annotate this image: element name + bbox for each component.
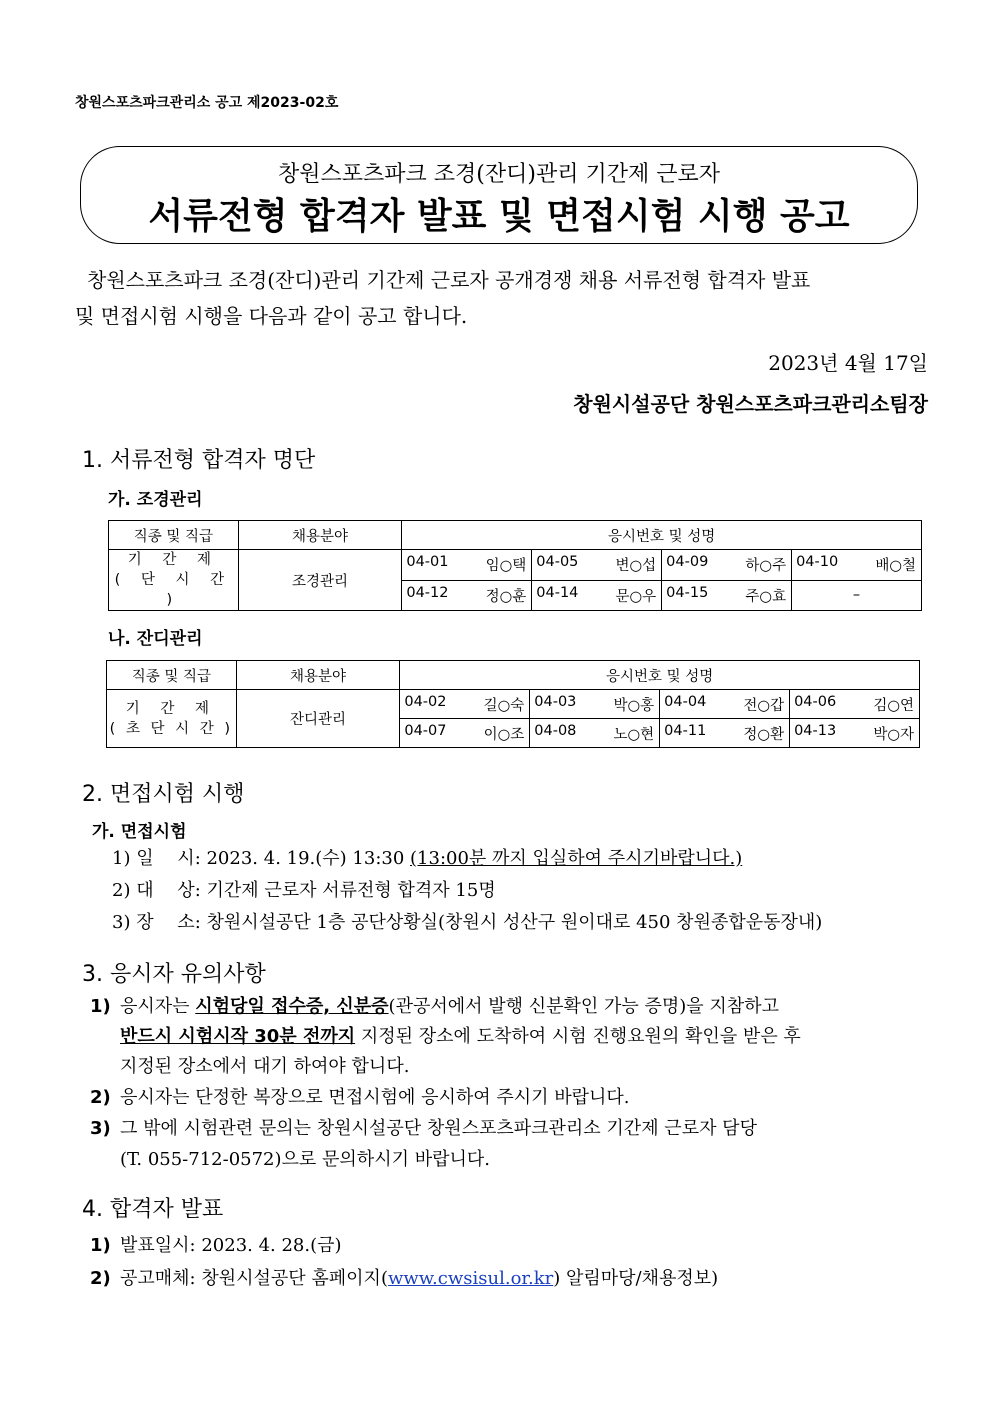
candidate-cell bbox=[662, 580, 792, 611]
note-line bbox=[120, 1145, 950, 1171]
header-rank: 직종 및 직급 bbox=[109, 521, 239, 550]
title-subtitle: 창원스포츠파크 조경(잔디)관리 기간제 근로자 bbox=[278, 162, 720, 187]
candidate-name: 전○갑 bbox=[743, 697, 785, 714]
issuer: 창원시설공단 창원스포츠파크관리소팀장 bbox=[573, 392, 928, 416]
exam-number: 04-08 bbox=[534, 722, 577, 739]
detail-row bbox=[112, 875, 822, 907]
note-line bbox=[90, 992, 920, 1018]
page-title: 서류전형 합격자 발표 및 면접시험 시행 공고 bbox=[148, 196, 850, 237]
exam-number: 04-03 bbox=[534, 693, 577, 710]
header-names: 응시번호 및 성명 bbox=[402, 521, 922, 550]
note-text: 지정된 장소에 도착하여 시험 진행요원의 확인을 받은 후 bbox=[355, 1026, 801, 1047]
announcement-date: 2023년 4월 17일 bbox=[768, 351, 928, 375]
detail-text: 2023. 4. 19.(수) 13:30 bbox=[206, 848, 411, 869]
candidate-cell bbox=[790, 719, 920, 748]
section-heading: 4. 합격자 발표 bbox=[82, 1197, 224, 1222]
section-heading: 1. 서류전형 합격자 명단 bbox=[82, 448, 316, 473]
detail-label: 1) 일 시: bbox=[112, 848, 207, 869]
detail-note: (13:00분 까지 입실하여 주시기바랍니다.) bbox=[410, 848, 743, 869]
roster-table-landscape bbox=[108, 520, 922, 611]
candidate-cell bbox=[660, 690, 790, 719]
homepage-link[interactable]: www.cwsisul.or.kr bbox=[387, 1268, 554, 1289]
candidate-cell bbox=[400, 690, 530, 719]
note-text: 응시자는 bbox=[120, 996, 196, 1017]
exam-number: 04-12 bbox=[406, 584, 449, 601]
note-text: 그 밖에 시험관련 문의는 창원시설공단 창원스포츠파크관리소 기간제 근로자 담당 bbox=[120, 1118, 757, 1139]
note-emphasis: 반드시 시험시작 30분 전까지 bbox=[120, 1026, 356, 1047]
exam-number: 04-13 bbox=[794, 722, 837, 739]
note-text: 공고매체: 창원시설공단 홈페이지( bbox=[120, 1268, 388, 1289]
interview-details bbox=[112, 843, 822, 939]
candidate-name: 변○섭 bbox=[615, 558, 657, 575]
intro-paragraph bbox=[75, 262, 923, 334]
note-text: (관공서에서 발행 신분확인 가능 증명)을 지참하고 bbox=[388, 996, 779, 1017]
candidate-name: 배○철 bbox=[875, 558, 916, 575]
candidate-cell bbox=[532, 580, 662, 611]
note-text: 지정된 장소에서 대기 하여야 합니다. bbox=[120, 1056, 410, 1077]
exam-number: 04-06 bbox=[794, 693, 837, 710]
exam-number: 04-09 bbox=[666, 554, 709, 571]
note-text: (T. 055-712-0572)으로 문의하시기 바랍니다. bbox=[120, 1149, 490, 1170]
candidate-cell bbox=[662, 550, 792, 581]
note-text: 응시자는 단정한 복장으로 면접시험에 응시하여 주시기 바랍니다. bbox=[120, 1087, 630, 1108]
candidate-name: 박○홍 bbox=[613, 697, 655, 714]
subsection-heading: 가. 면접시험 bbox=[92, 822, 187, 842]
candidate-name: 임○택 bbox=[485, 558, 527, 575]
candidate-cell bbox=[532, 550, 662, 581]
detail-row bbox=[112, 907, 822, 939]
detail-row bbox=[112, 843, 822, 875]
field-cell: 조경관리 bbox=[238, 550, 402, 611]
exam-number: 04-04 bbox=[664, 693, 707, 710]
candidate-cell bbox=[530, 690, 660, 719]
candidate-name: 노○현 bbox=[613, 726, 655, 743]
note-emphasis: 시험당일 접수증, 신분증 bbox=[195, 996, 389, 1017]
candidate-name: 정○환 bbox=[743, 726, 785, 743]
section-heading: 3. 응시자 유의사항 bbox=[82, 962, 266, 987]
item-number: 2) bbox=[90, 1268, 111, 1289]
item-number: 3) bbox=[90, 1118, 111, 1139]
header-rank: 직종 및 직급 bbox=[107, 661, 237, 690]
note-line bbox=[120, 1022, 920, 1048]
candidate-name: 길○숙 bbox=[483, 697, 525, 714]
candidate-cell bbox=[790, 690, 920, 719]
exam-number: 04-07 bbox=[404, 722, 447, 739]
roster-table-turf bbox=[106, 660, 920, 748]
candidate-name: 문○우 bbox=[615, 588, 657, 605]
candidate-cell bbox=[400, 719, 530, 748]
subsection-heading: 가. 조경관리 bbox=[108, 490, 203, 510]
rank-cell bbox=[109, 550, 239, 611]
candidate-name: 주○효 bbox=[745, 588, 787, 605]
rank-line: ( 단 시 간 ) bbox=[114, 572, 233, 608]
intro-line: 및 면접시험 시행을 다음과 같이 공고 합니다. bbox=[75, 304, 468, 328]
field-cell: 잔디관리 bbox=[236, 690, 400, 748]
note-line bbox=[90, 1264, 920, 1290]
exam-number: 04-11 bbox=[664, 722, 707, 739]
intro-line: 창원스포츠파크 조경(잔디)관리 기간제 근로자 공개경쟁 채용 서류전형 합격자 발표 bbox=[87, 268, 811, 292]
candidate-name: 김○연 bbox=[873, 697, 914, 714]
candidate-cell bbox=[792, 550, 922, 581]
header-field: 채용분야 bbox=[238, 521, 402, 550]
detail-text: 기간제 근로자 서류전형 합격자 15명 bbox=[206, 880, 496, 901]
title-box bbox=[80, 146, 918, 244]
detail-label: 3) 장 소: bbox=[112, 912, 207, 933]
empty-dash: – bbox=[852, 587, 861, 604]
detail-text: 창원시설공단 1층 공단상황실(창원시 성산구 원이대로 450 창원종합운동장내) bbox=[206, 912, 823, 933]
exam-number: 04-14 bbox=[536, 584, 579, 601]
item-number: 1) bbox=[90, 1235, 111, 1256]
candidate-cell bbox=[402, 580, 532, 611]
note-line bbox=[90, 1083, 920, 1109]
exam-number: 04-15 bbox=[666, 584, 709, 601]
document-number: 창원스포츠파크관리소 공고 제2023-02호 bbox=[75, 95, 339, 111]
candidate-cell bbox=[660, 719, 790, 748]
exam-number: 04-01 bbox=[406, 554, 449, 571]
header-names: 응시번호 및 성명 bbox=[400, 661, 920, 690]
exam-number: 04-02 bbox=[404, 693, 447, 710]
exam-number: 04-10 bbox=[796, 554, 839, 571]
detail-label: 2) 대 상: bbox=[112, 880, 207, 901]
section-heading: 2. 면접시험 시행 bbox=[82, 782, 245, 807]
rank-line: 기 간 제 bbox=[127, 552, 219, 568]
note-text: 발표일시: 2023. 4. 28.(금) bbox=[120, 1235, 342, 1256]
rank-line: ( 초 단 시 간 ) bbox=[109, 720, 234, 737]
note-line bbox=[120, 1052, 950, 1078]
rank-cell bbox=[107, 690, 237, 748]
rank-line: 기 간 제 bbox=[125, 700, 217, 717]
note-line bbox=[90, 1231, 920, 1257]
candidate-cell-empty bbox=[792, 580, 922, 611]
candidate-name: 정○훈 bbox=[485, 588, 527, 605]
candidate-name: 하○주 bbox=[745, 558, 787, 575]
item-number: 1) bbox=[90, 996, 111, 1017]
candidate-cell bbox=[530, 719, 660, 748]
candidate-cell bbox=[402, 550, 532, 581]
note-text: ) 알림마당/채용정보) bbox=[553, 1268, 719, 1289]
candidate-name: 박○자 bbox=[873, 726, 914, 743]
candidate-name: 이○조 bbox=[483, 726, 525, 743]
item-number: 2) bbox=[90, 1087, 111, 1108]
exam-number: 04-05 bbox=[536, 554, 579, 571]
subsection-heading: 나. 잔디관리 bbox=[108, 629, 203, 649]
header-field: 채용분야 bbox=[236, 661, 400, 690]
note-line bbox=[90, 1114, 920, 1140]
